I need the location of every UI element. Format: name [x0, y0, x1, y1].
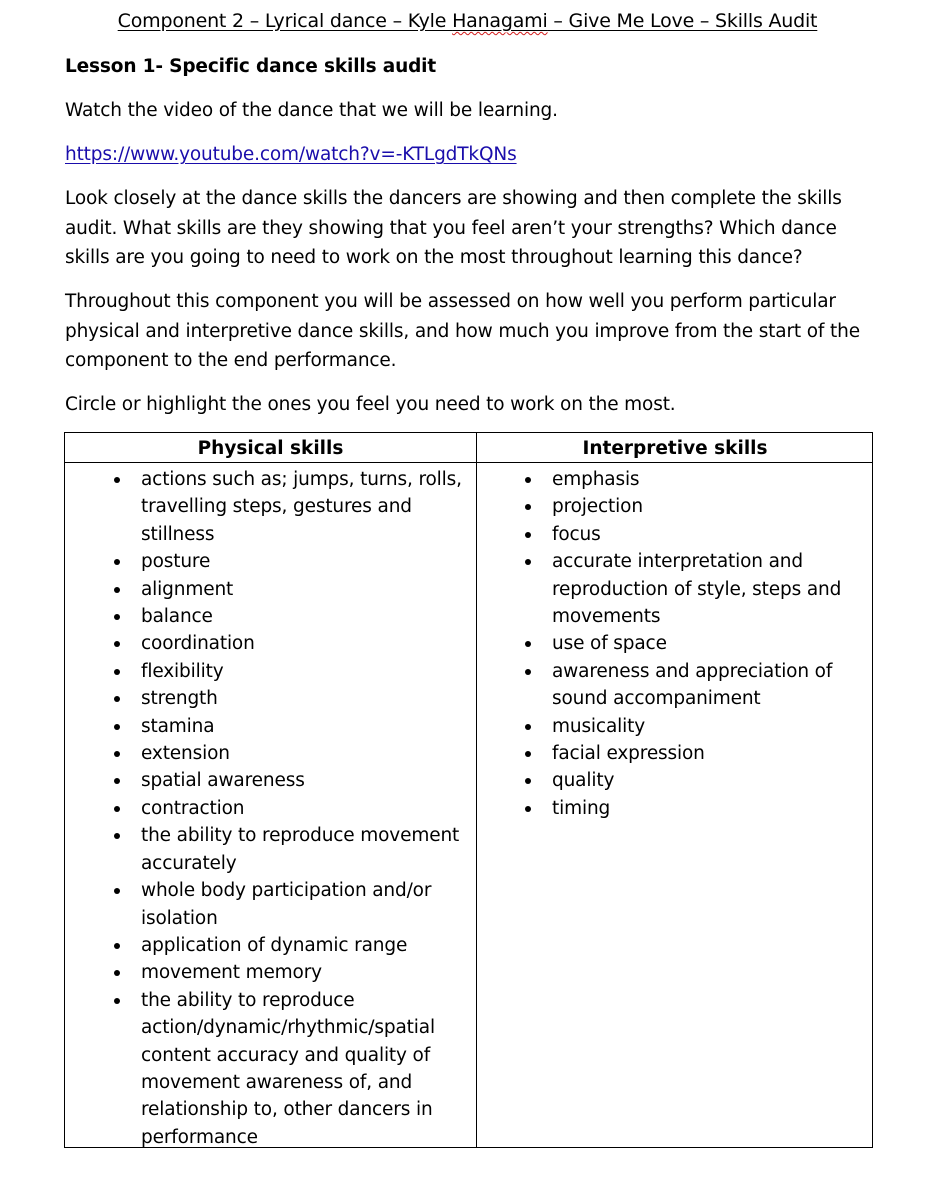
physical-skill-item: stamina: [109, 713, 469, 740]
physical-skill-item: actions such as; jumps, turns, rolls, travelling steps, gestures and stillness: [109, 466, 469, 548]
interpretive-skill-item: accurate interpretation and reproduction of style, steps and movements: [520, 548, 865, 630]
title-spellcheck-flagged-word: Hanagami: [452, 10, 548, 32]
interpretive-skills-list: [520, 466, 865, 822]
physical-skill-item: movement memory: [109, 959, 469, 986]
physical-skill-item: application of dynamic range: [109, 932, 469, 959]
title-text-before: Component 2 – Lyrical dance – Kyle: [117, 10, 453, 32]
interpretive-skills-header: Interpretive skills: [582, 438, 768, 459]
table-header-divider: [65, 462, 872, 463]
physical-skill-item: extension: [109, 740, 469, 767]
instruction-paragraph-2: Throughout this component you will be assessed on how well you perform particular physical and interpretive dance skills, and how much you improve from the start of the component to the end performance.: [65, 291, 860, 371]
table-column-divider: [476, 433, 477, 1147]
physical-skill-item: posture: [109, 548, 469, 575]
intro-instruction: Watch the video of the dance that we will be learning.: [65, 100, 558, 121]
interpretive-skill-item: use of space: [520, 630, 865, 657]
interpretive-skill-item: timing: [520, 795, 865, 822]
physical-skills-header: Physical skills: [197, 438, 344, 459]
interpretive-skill-item: quality: [520, 767, 865, 794]
physical-skill-item: alignment: [109, 576, 469, 603]
interpretive-skill-item: emphasis: [520, 466, 865, 493]
skills-audit-table: [64, 432, 873, 1148]
physical-skill-item: the ability to reproduce action/dynamic/rhythmic/spatial content accuracy and quality of movement awareness of, and relationship to, other dancers in performance: [109, 987, 469, 1151]
interpretive-skill-item: musicality: [520, 713, 865, 740]
document-title: [0, 8, 935, 34]
physical-skill-item: strength: [109, 685, 469, 712]
physical-skill-item: the ability to reproduce movement accurately: [109, 822, 469, 877]
physical-skill-item: balance: [109, 603, 469, 630]
lesson-heading: Lesson 1- Specific dance skills audit: [65, 56, 437, 77]
title-text-after: – Give Me Love – Skills Audit: [547, 10, 818, 32]
video-link[interactable]: https://www.youtube.com/watch?v=-KTLgdTkQNs: [65, 144, 517, 165]
interpretive-skill-item: awareness and appreciation of sound accompaniment: [520, 658, 865, 713]
physical-skill-item: contraction: [109, 795, 469, 822]
instruction-paragraph-3: Circle or highlight the ones you feel you need to work on the most.: [65, 394, 676, 415]
physical-skill-item: whole body participation and/or isolation: [109, 877, 469, 932]
interpretive-skill-item: facial expression: [520, 740, 865, 767]
interpretive-skill-item: focus: [520, 521, 865, 548]
instruction-paragraph-1: Look closely at the dance skills the dancers are showing and then complete the skills audit. What skills are they showing that you feel aren’t your strengths? Which dance skills are you going to need to work on the most throughout learning this dance?: [65, 188, 842, 268]
interpretive-skill-item: projection: [520, 493, 865, 520]
physical-skill-item: coordination: [109, 630, 469, 657]
physical-skills-list: [109, 466, 469, 1151]
physical-skill-item: spatial awareness: [109, 767, 469, 794]
physical-skill-item: flexibility: [109, 658, 469, 685]
